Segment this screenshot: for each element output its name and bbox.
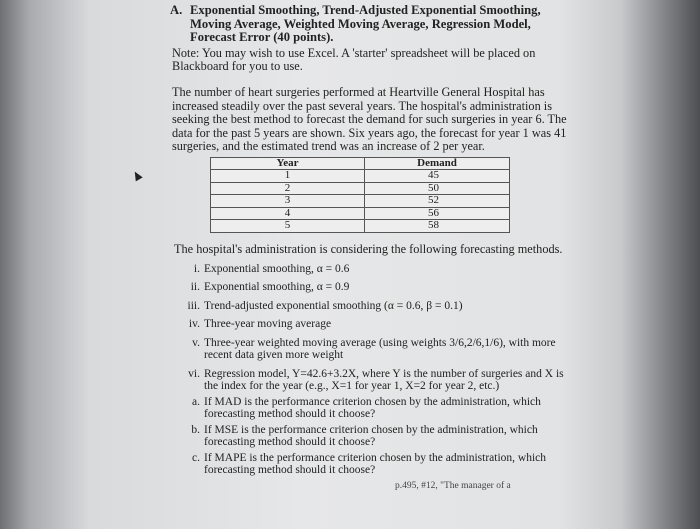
method-item bbox=[170, 281, 575, 294]
section-title: Exponential Smoothing, Trend-Adjusted Exponential Smoothing, Moving Average, Weighted Moving Average, Regression Model, Forecast Error (40 points). bbox=[190, 3, 541, 45]
year-cell: 1 bbox=[211, 170, 365, 183]
method-number: v. bbox=[192, 336, 200, 349]
table-row bbox=[211, 170, 510, 183]
demand-cell: 50 bbox=[365, 182, 510, 195]
question-number: a. bbox=[192, 395, 200, 408]
question-text: If MAD is the performance criterion chosen by the administration, which forecasting method should it choose? bbox=[204, 395, 541, 421]
mouse-cursor-icon bbox=[131, 170, 142, 182]
table-row bbox=[211, 207, 510, 220]
method-text: Exponential smoothing, α = 0.6 bbox=[204, 262, 350, 275]
table-header-row bbox=[211, 157, 510, 170]
question-item bbox=[170, 396, 575, 421]
header-demand: Demand bbox=[365, 157, 510, 170]
demand-cell: 58 bbox=[365, 220, 510, 233]
demand-table bbox=[210, 157, 510, 233]
table-row bbox=[211, 195, 510, 208]
method-text: Trend-adjusted exponential smoothing (α = 0.6, β = 0.1) bbox=[204, 299, 463, 312]
year-cell: 3 bbox=[211, 195, 365, 208]
question-text: If MAPE is the performance criterion chosen by the administration, which forecasting method should it choose? bbox=[204, 451, 547, 477]
method-number: i. bbox=[193, 262, 200, 275]
method-item bbox=[170, 318, 575, 331]
document-page bbox=[170, 0, 575, 500]
note-text: Note: You may wish to use Excel. A 'starter' spreadsheet will be placed on Blackboard for you to use. bbox=[172, 45, 536, 74]
table-row bbox=[211, 182, 510, 195]
demand-cell: 56 bbox=[365, 207, 510, 220]
method-number: iii. bbox=[187, 299, 200, 312]
question-number: b. bbox=[191, 423, 200, 436]
method-item bbox=[170, 368, 575, 393]
question-number: c. bbox=[192, 451, 200, 464]
year-cell: 4 bbox=[211, 207, 365, 220]
question-item bbox=[170, 424, 575, 449]
method-number: iv. bbox=[188, 318, 200, 331]
section-heading bbox=[170, 4, 575, 45]
problem-paragraph: The number of heart surgeries performed at Heartville General Hospital has increased steadily over the past several years. The hospital's administration is seeking the best method to forecast the demand for such surgeries in year 6. The data for the past 5 years are shown. Six years ago, the forecast for year 1 was 41 surgeries, and the estimated trend was an increase of 2 per year. bbox=[172, 84, 567, 154]
method-item bbox=[170, 337, 575, 362]
methods-intro: The hospital's administration is considering the following forecasting methods. bbox=[174, 241, 563, 256]
method-text: Three-year moving average bbox=[204, 318, 332, 331]
method-number: vi. bbox=[188, 367, 200, 380]
table-row bbox=[211, 220, 510, 233]
header-year: Year bbox=[211, 157, 365, 170]
method-text: Regression model, Y=42.6+3.2X, where Y is the number of surgeries and X is the index for the year (e.g., X=1 for year 1, X=2 for year 2, etc.) bbox=[204, 367, 564, 393]
method-item bbox=[170, 300, 575, 313]
method-text: Three-year weighted moving average (using weights 3/6,2/6,1/6), with more recent data given more weight bbox=[204, 336, 556, 362]
question-item bbox=[170, 452, 575, 477]
demand-cell: 52 bbox=[365, 195, 510, 208]
method-number: ii. bbox=[190, 281, 200, 294]
section-label: A. bbox=[170, 3, 183, 17]
method-item bbox=[170, 263, 575, 276]
demand-cell: 45 bbox=[365, 170, 510, 183]
method-text: Exponential smoothing, α = 0.9 bbox=[204, 281, 350, 294]
year-cell: 2 bbox=[211, 182, 365, 195]
year-cell: 5 bbox=[211, 220, 365, 233]
question-text: If MSE is the performance criterion chosen by the administration, which forecasting method should it choose? bbox=[204, 423, 538, 449]
cutoff-footer-text: p.495, #12, "The manager of a bbox=[395, 480, 511, 491]
